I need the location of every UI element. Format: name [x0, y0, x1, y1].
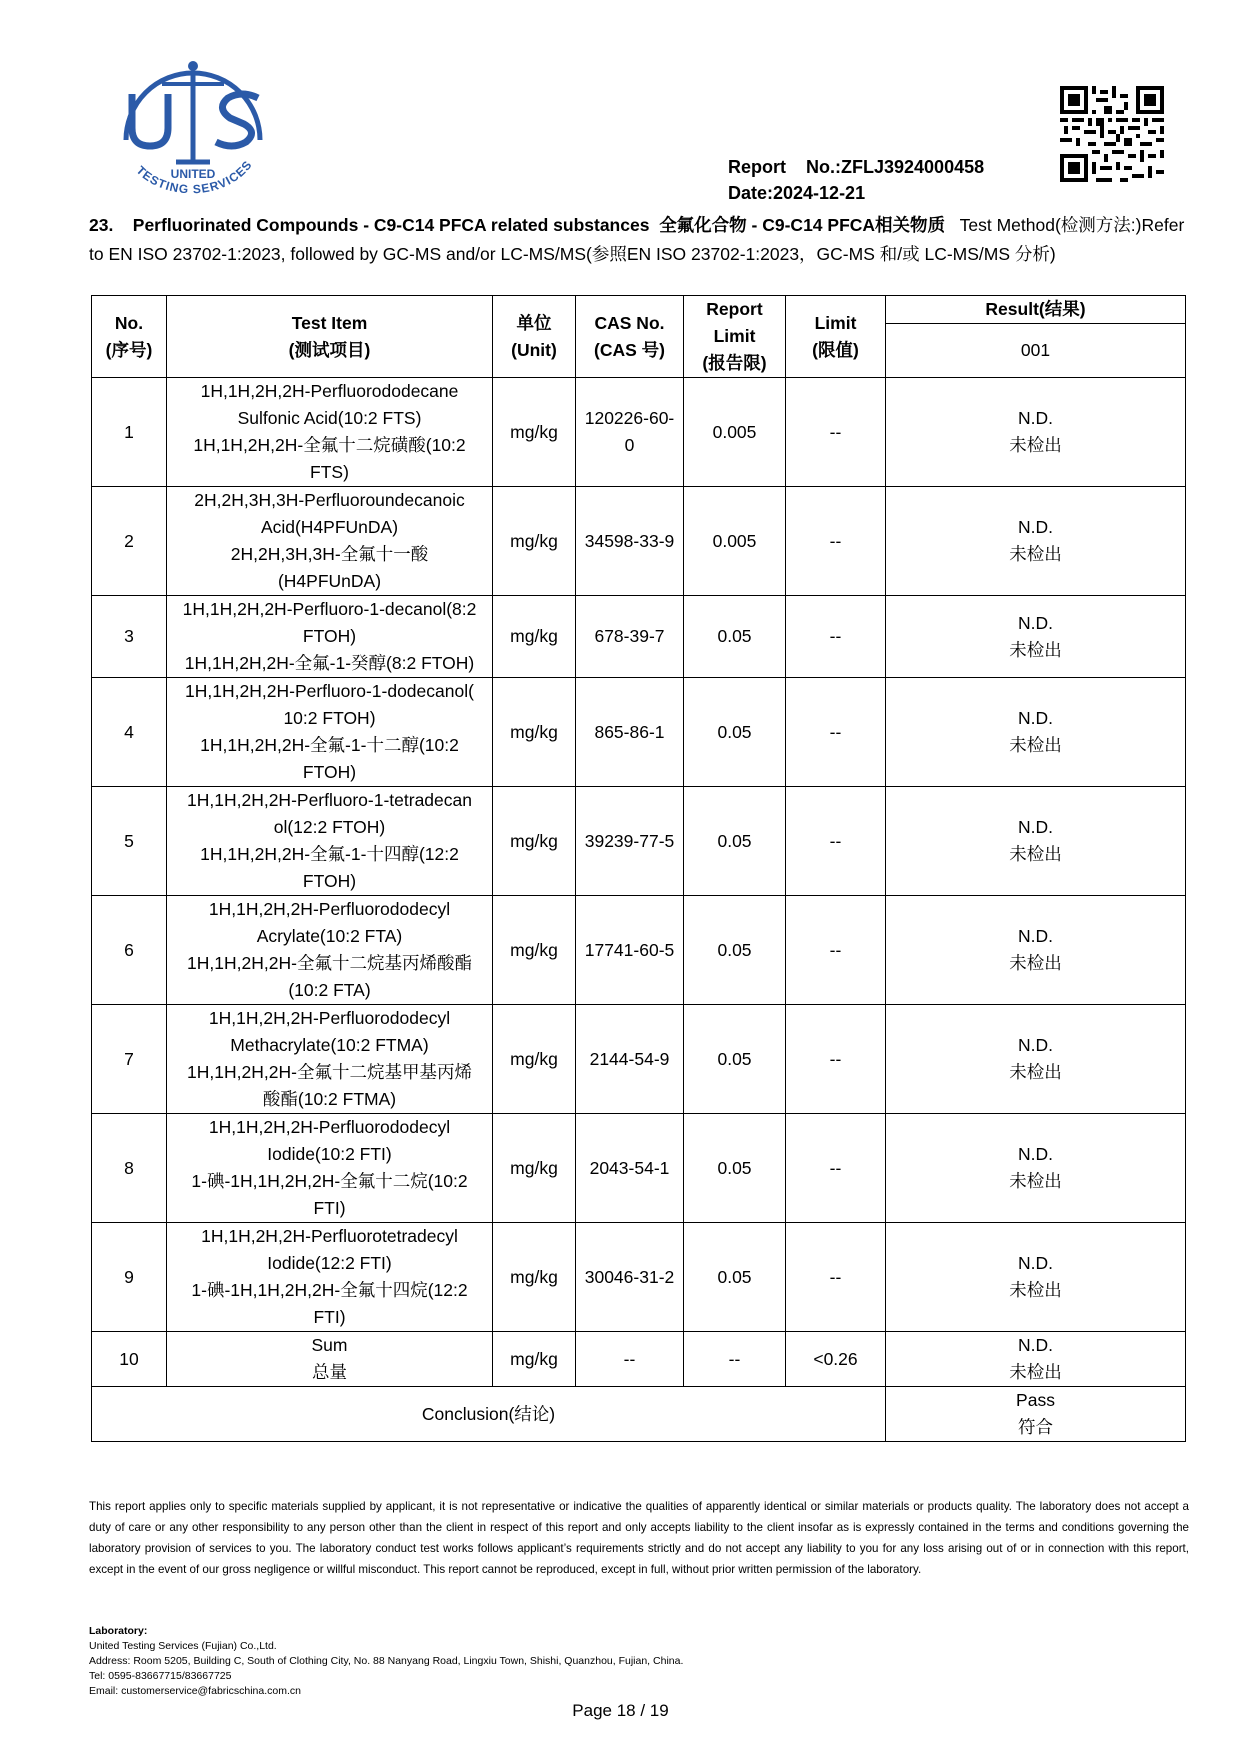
cell-result: N.D. 未检出 [886, 596, 1186, 678]
conclusion-value: Pass 符合 [886, 1387, 1186, 1442]
laboratory-tel: Tel: 0595-83667715/83667725 [89, 1670, 232, 1682]
cell-no: 5 [92, 787, 167, 896]
cell-result: N.D. 未检出 [886, 1005, 1186, 1114]
cell-no: 2 [92, 487, 167, 596]
cell-no: 8 [92, 1114, 167, 1223]
laboratory-email: Email: customerservice@fabricschina.com.cn [89, 1685, 301, 1697]
cell-limit: -- [786, 1005, 886, 1114]
cell-test-item: 1H,1H,2H,2H-Perfluoro-1-dodecanol( 10:2 FTOH) 1H,1H,2H,2H-全氟-1-十二醇(10:2 FTOH) [167, 678, 493, 787]
qr-code-icon [1060, 86, 1164, 182]
cell-unit: mg/kg [493, 1223, 576, 1332]
cell-test-item: 1H,1H,2H,2H-Perfluorododecane Sulfonic Acid(10:2 FTS) 1H,1H,2H,2H-全氟十二烷磺酸(10:2 FTS) [167, 378, 493, 487]
cell-result: N.D. 未检出 [886, 1332, 1186, 1387]
logo-arc-top: UNITED [170, 167, 216, 181]
cell-report-limit: 0.005 [684, 487, 786, 596]
cell-cas: 39239-77-5 [576, 787, 684, 896]
cell-report-limit: 0.05 [684, 1114, 786, 1223]
cell-cas: 120226-60- 0 [576, 378, 684, 487]
header-sample-id: 001 [886, 324, 1186, 378]
table-row [92, 787, 1186, 896]
cell-cas: 2043-54-1 [576, 1114, 684, 1223]
cell-test-item: 1H,1H,2H,2H-Perfluorotetradecyl Iodide(12:2 FTI) 1-碘-1H,1H,2H,2H-全氟十四烷(12:2 FTI) [167, 1223, 493, 1332]
cell-no: 4 [92, 678, 167, 787]
table-row [92, 678, 1186, 787]
header-report-limit: Report Limit (报告限) [684, 296, 786, 378]
laboratory-title: Laboratory: [89, 1625, 148, 1637]
cell-limit: <0.26 [786, 1332, 886, 1387]
cell-no: 6 [92, 896, 167, 1005]
cell-cas: 2144-54-9 [576, 1005, 684, 1114]
cell-test-item: 1H,1H,2H,2H-Perfluoro-1-decanol(8:2 FTOH) 1H,1H,2H,2H-全氟-1-癸醇(8:2 FTOH) [167, 596, 493, 678]
cell-test-item: 2H,2H,3H,3H-Perfluoroundecanoic Acid(H4PFUnDA) 2H,2H,3H,3H-全氟十一酸 (H4PFUnDA) [167, 487, 493, 596]
cell-limit: -- [786, 1114, 886, 1223]
header-cas: CAS No. (CAS 号) [576, 296, 684, 378]
section-title-en: Perfluorinated Compounds - C9-C14 PFCA related substances [132, 215, 650, 235]
cell-no: 3 [92, 596, 167, 678]
cell-test-item: 1H,1H,2H,2H-Perfluorododecyl Methacrylate(10:2 FTMA) 1H,1H,2H,2H-全氟十二烷基甲基丙烯 酸酯(10:2 FTMA) [167, 1005, 493, 1114]
page-number: Page 18 / 19 [572, 1701, 669, 1720]
cell-limit: -- [786, 378, 886, 487]
cell-result: N.D. 未检出 [886, 378, 1186, 487]
cell-limit: -- [786, 787, 886, 896]
cell-unit: mg/kg [493, 378, 576, 487]
cell-test-item: 1H,1H,2H,2H-Perfluoro-1-tetradecan ol(12:2 FTOH) 1H,1H,2H,2H-全氟-1-十四醇(12:2 FTOH) [167, 787, 493, 896]
cell-cas: -- [576, 1332, 684, 1387]
cell-test-item: 1H,1H,2H,2H-Perfluorododecyl Acrylate(10:2 FTA) 1H,1H,2H,2H-全氟十二烷基丙烯酸酯 (10:2 FTA) [167, 896, 493, 1005]
cell-report-limit: 0.05 [684, 678, 786, 787]
cell-no: 9 [92, 1223, 167, 1332]
cell-unit: mg/kg [493, 678, 576, 787]
table-row [92, 1005, 1186, 1114]
section-heading [89, 211, 1189, 269]
uts-logo [118, 56, 268, 212]
cell-result: N.D. 未检出 [886, 1223, 1186, 1332]
cell-cas: 678-39-7 [576, 596, 684, 678]
cell-limit: -- [786, 487, 886, 596]
table-row [92, 1332, 1186, 1387]
cell-unit: mg/kg [493, 596, 576, 678]
cell-result: N.D. 未检出 [886, 896, 1186, 1005]
cell-limit: -- [786, 1223, 886, 1332]
cell-no: 7 [92, 1005, 167, 1114]
results-table [91, 295, 1186, 1442]
table-row [92, 1114, 1186, 1223]
header-test-item: Test Item (测试项目) [167, 296, 493, 378]
cell-cas: 17741-60-5 [576, 896, 684, 1005]
cell-report-limit: 0.005 [684, 378, 786, 487]
header-no: No. (序号) [92, 296, 167, 378]
cell-cas: 30046-31-2 [576, 1223, 684, 1332]
cell-limit: -- [786, 678, 886, 787]
cell-unit: mg/kg [493, 1332, 576, 1387]
conclusion-label: Conclusion(结论) [92, 1387, 886, 1442]
cell-cas: 34598-33-9 [576, 487, 684, 596]
cell-report-limit: 0.05 [684, 896, 786, 1005]
laboratory-info [89, 1624, 683, 1699]
laboratory-address: Address: Room 5205, Building C, South of Clothing City, No. 88 Nanyang Road, Lingxiu Town, Shishi, Quanzhou, Fujian, China. [89, 1655, 684, 1667]
test-method: Test Method(检测方法:)Refer to EN ISO 23702-1:2023, followed by GC-MS and/or LC-MS/MS(参照EN ISO 23702-1:2023，GC-MS 和/或 LC-MS/MS 分析) [89, 215, 1185, 264]
cell-result: N.D. 未检出 [886, 787, 1186, 896]
disclaimer: This report applies only to specific materials supplied by applicant, it is not representative or indicative the qualities of apparently identical or similar materials or products quality. The laboratory does not accept a duty of care or any other responsibility to any person other than the client in respect of this report and only accepts liability to the client insofar as is expressly contained in the terms and conditions governing the laboratory provision of services to you. The laboratory conduct test works follows applicant’s requirements strictly and do not accept any liability to you for any loss arising out of or in connection with this report, except in the event of our gross negligence or willful misconduct. This report cannot be reproduced, except in full, without prior written permission of the laboratory. [89, 1500, 1189, 1576]
cell-result: N.D. 未检出 [886, 678, 1186, 787]
section-title-cn: 全氟化合物 - C9-C14 PFCA相关物质 [659, 215, 946, 235]
cell-unit: mg/kg [493, 1114, 576, 1223]
cell-unit: mg/kg [493, 787, 576, 896]
report-number: Report No.:ZFLJ3924000458 [728, 157, 985, 177]
cell-limit: -- [786, 596, 886, 678]
cell-test-item: 1H,1H,2H,2H-Perfluorododecyl Iodide(10:2 FTI) 1-碘-1H,1H,2H,2H-全氟十二烷(10:2 FTI) [167, 1114, 493, 1223]
report-date: Date:2024-12-21 [728, 183, 866, 203]
cell-test-item: Sum 总量 [167, 1332, 493, 1387]
laboratory-name: United Testing Services (Fujian) Co.,Ltd. [89, 1640, 277, 1652]
cell-unit: mg/kg [493, 896, 576, 1005]
cell-cas: 865-86-1 [576, 678, 684, 787]
table-row [92, 487, 1186, 596]
cell-result: N.D. 未检出 [886, 487, 1186, 596]
cell-report-limit: 0.05 [684, 596, 786, 678]
cell-report-limit: 0.05 [684, 787, 786, 896]
cell-no: 1 [92, 378, 167, 487]
cell-no: 10 [92, 1332, 167, 1387]
section-number: 23. [89, 215, 114, 235]
table-row [92, 1223, 1186, 1332]
cell-report-limit: 0.05 [684, 1005, 786, 1114]
cell-result: N.D. 未检出 [886, 1114, 1186, 1223]
header-limit: Limit (限值) [786, 296, 886, 378]
table-row [92, 378, 1186, 487]
cell-unit: mg/kg [493, 1005, 576, 1114]
table-row [92, 896, 1186, 1005]
header-result: Result(结果) [886, 296, 1186, 324]
cell-unit: mg/kg [493, 487, 576, 596]
table-row [92, 596, 1186, 678]
header-unit: 单位 (Unit) [493, 296, 576, 378]
logo-arc-bottom: TESTING SERVICES [133, 157, 256, 197]
cell-limit: -- [786, 896, 886, 1005]
cell-report-limit: -- [684, 1332, 786, 1387]
cell-report-limit: 0.05 [684, 1223, 786, 1332]
